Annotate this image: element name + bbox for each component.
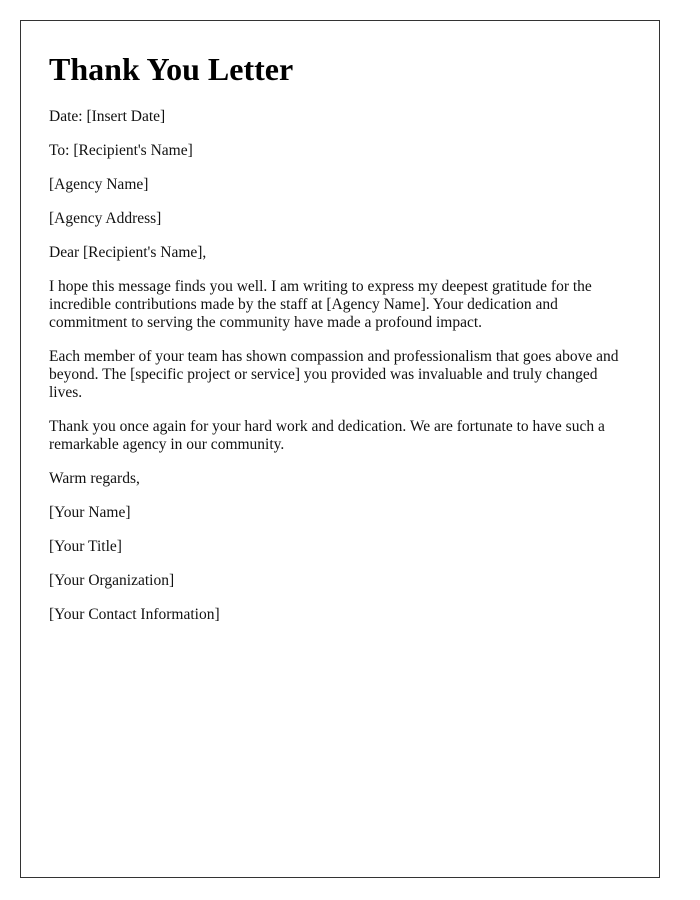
agency-name: [Agency Name] xyxy=(49,176,149,193)
signature-title: [Your Title] xyxy=(49,538,122,555)
letter-page xyxy=(20,20,660,878)
date-line: Date: [Insert Date] xyxy=(49,108,166,125)
body-paragraph-2: Each member of your team has shown compassion and professionalism that goes above and beyond. The [specific project or service] you provided was invaluable and truly changed lives. xyxy=(49,348,619,401)
letter-content xyxy=(49,49,633,640)
recipient-line: To: [Recipient's Name] xyxy=(49,142,193,159)
signature-contact: [Your Contact Information] xyxy=(49,606,220,623)
signature-organization: [Your Organization] xyxy=(49,572,175,589)
closing: Warm regards, xyxy=(49,470,140,487)
salutation: Dear [Recipient's Name], xyxy=(49,244,207,261)
body-paragraph-3: Thank you once again for your hard work and dedication. We are fortunate to have such a remarkable agency in our community. xyxy=(49,418,605,453)
letter-title: Thank You Letter xyxy=(49,51,294,87)
signature-name: [Your Name] xyxy=(49,504,131,521)
body-paragraph-1: I hope this message finds you well. I am writing to express my deepest gratitude for the incredible contributions made by the staff at [Agency Name]. Your dedication and commitment to serving the community have made a profound impact. xyxy=(49,278,592,331)
agency-address: [Agency Address] xyxy=(49,210,162,227)
